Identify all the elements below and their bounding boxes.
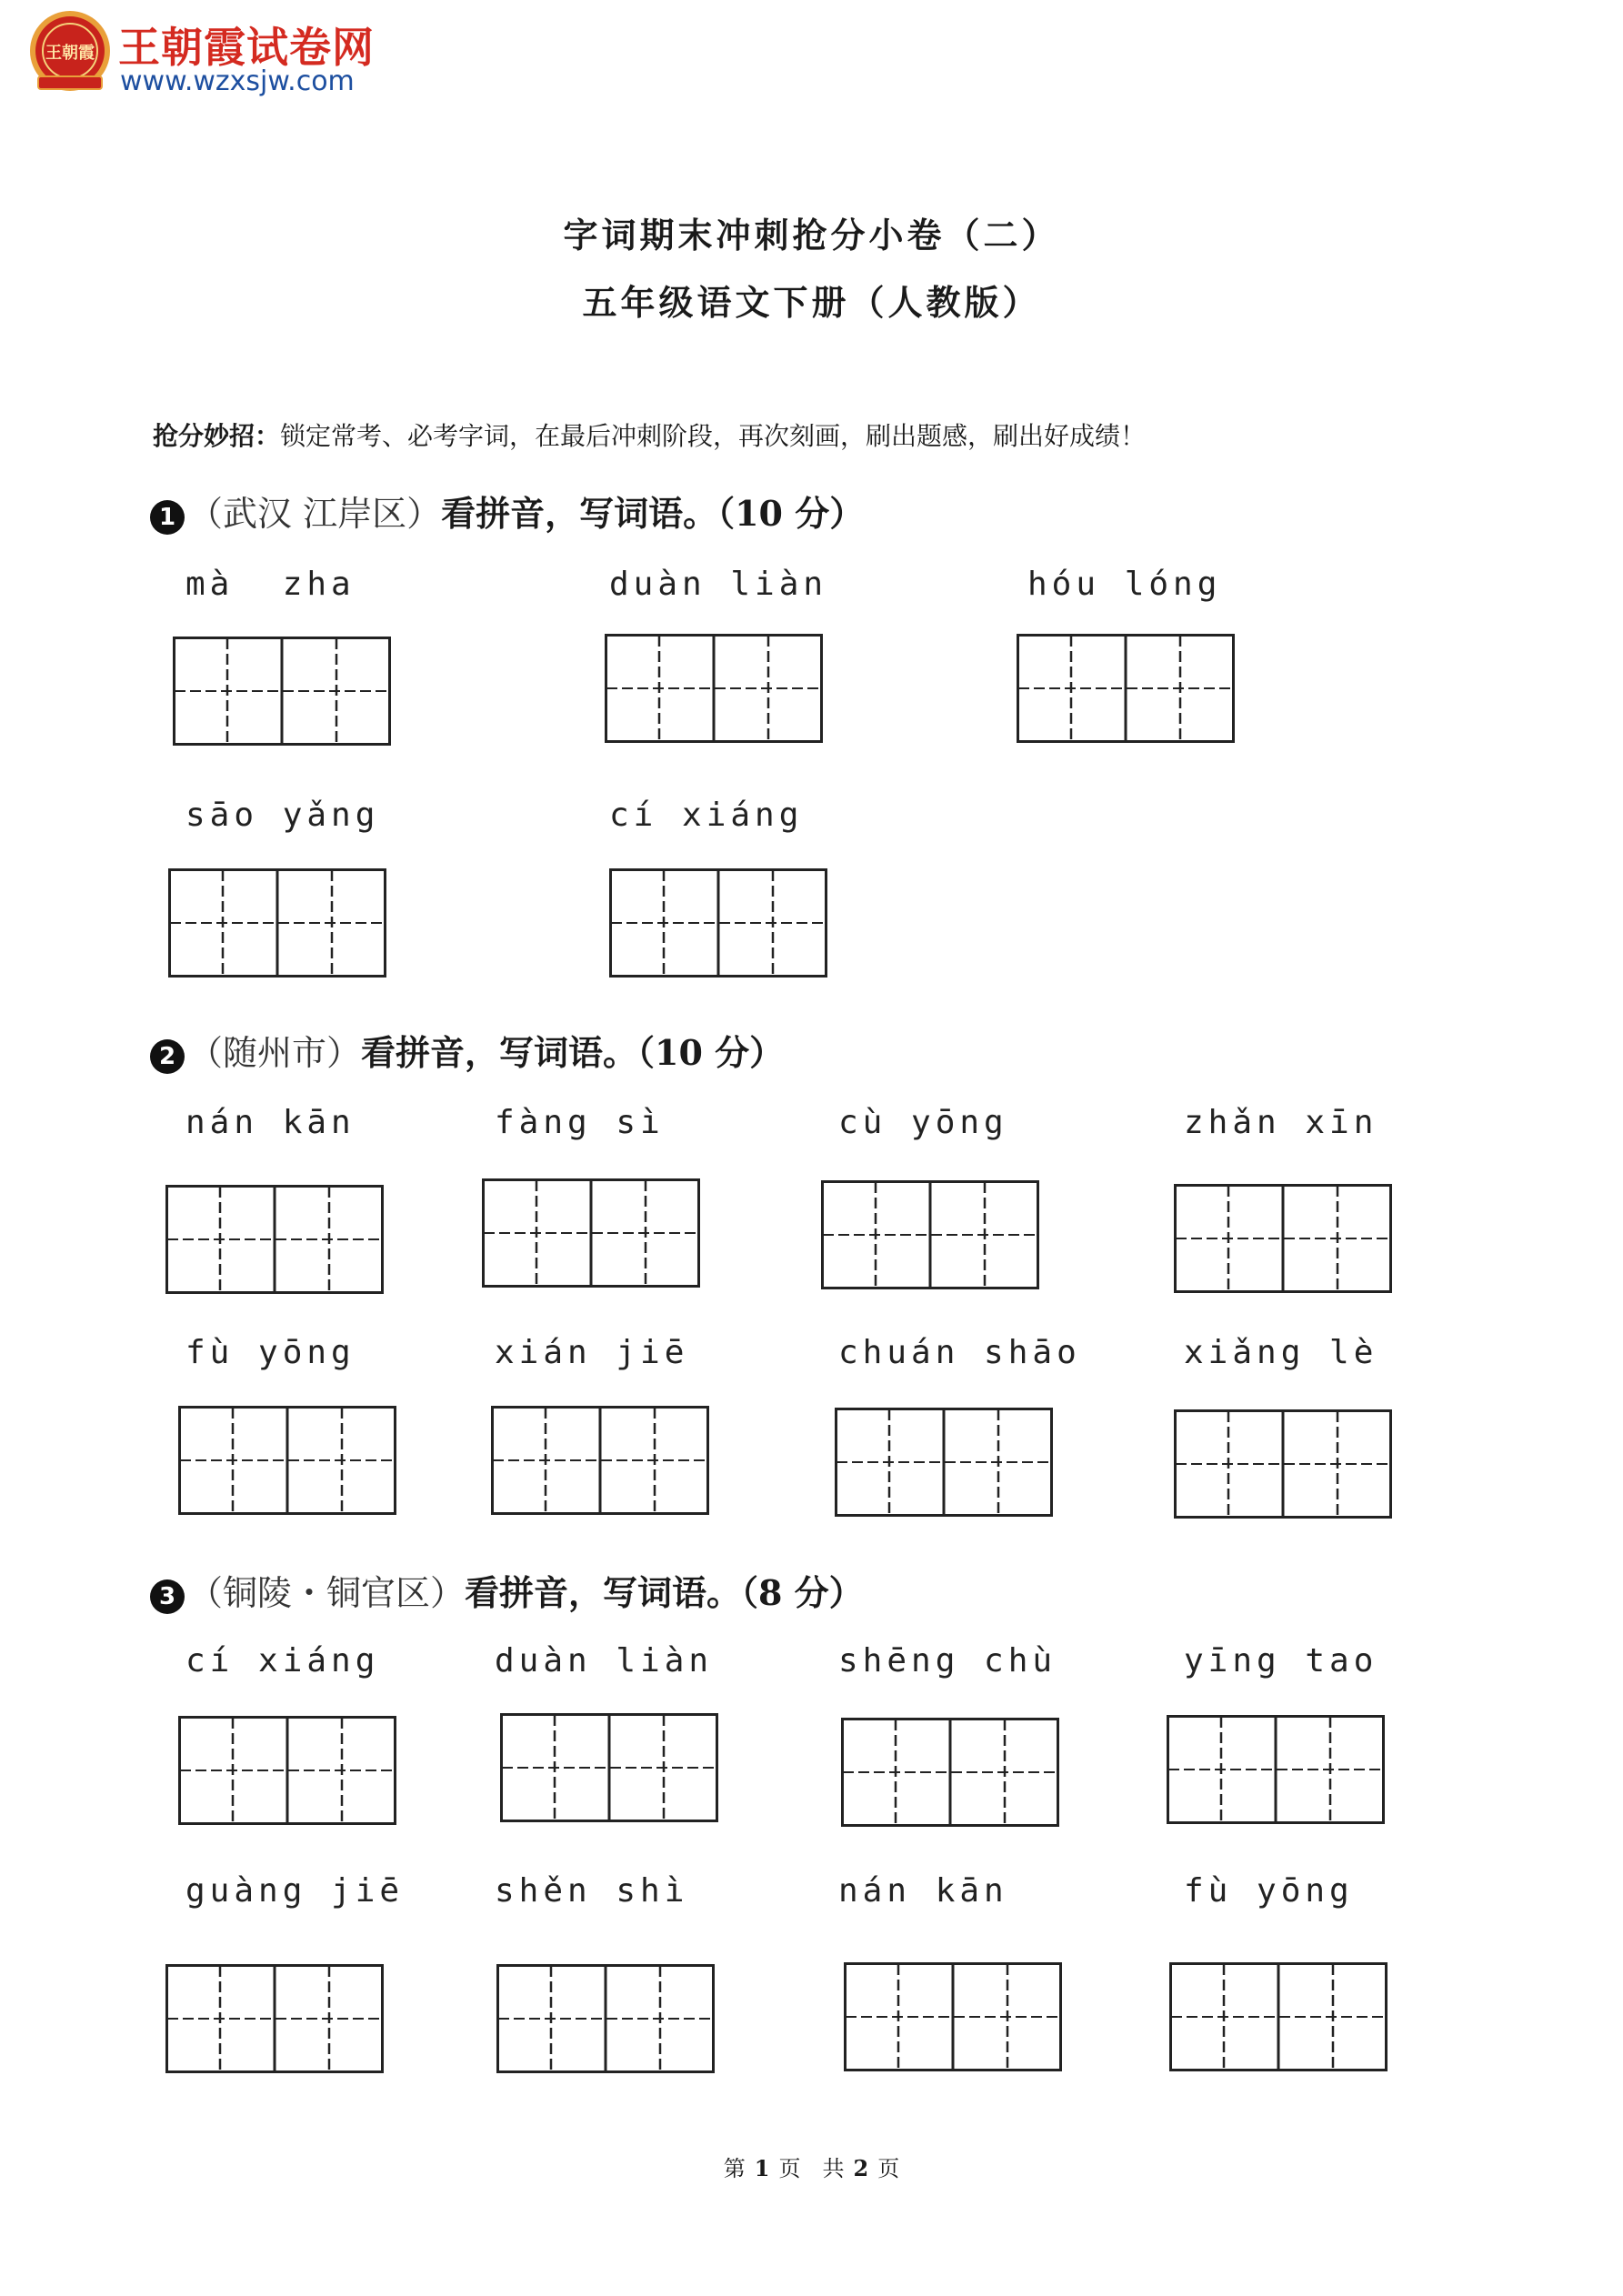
writing-grid[interactable] — [168, 868, 386, 978]
brand-name: 王朝霞试卷网 — [118, 23, 375, 72]
writing-grid[interactable] — [178, 1716, 396, 1825]
pinyin-prompt: nán kān — [838, 1872, 1008, 1910]
writing-grid[interactable] — [841, 1718, 1059, 1827]
pinyin-prompt: cù yōng — [838, 1104, 1008, 1141]
pinyin-prompt: yīng tao — [1184, 1642, 1378, 1679]
pinyin-prompt: chuán shāo — [838, 1334, 1081, 1371]
writing-grid[interactable] — [1174, 1184, 1392, 1293]
pinyin-prompt: fù yōng — [1184, 1872, 1354, 1910]
section-region: （武汉 江岸区） — [188, 494, 442, 534]
section-number-badge: 2 — [150, 1039, 185, 1074]
brand-url[interactable]: www.wzxsjw.com — [120, 65, 355, 97]
section-region: （铜陵・铜官区） — [188, 1573, 466, 1613]
pinyin-prompt: shěn shì — [495, 1872, 689, 1910]
writing-grid[interactable] — [165, 1964, 384, 2073]
section-number-badge: 3 — [150, 1579, 185, 1614]
writing-grid[interactable] — [1167, 1715, 1385, 1824]
footer-prefix: 第 — [723, 2156, 746, 2181]
total-pages: 2 — [853, 2155, 869, 2181]
footer-suffix: 页 — [877, 2156, 900, 2181]
pinyin-prompt: hóu lóng — [1027, 566, 1222, 603]
page-subtitle: 五年级语文下册（人教版） — [582, 282, 1041, 323]
section-2-heading — [150, 1025, 784, 1075]
pinyin-prompt: xián jiē — [495, 1334, 689, 1371]
pinyin-prompt: shēng chù — [838, 1642, 1057, 1679]
pinyin-prompt: fàng sì — [495, 1104, 665, 1141]
page-footer — [0, 2151, 1623, 2182]
section-number-badge: 1 — [150, 500, 185, 535]
section-1-heading — [150, 486, 864, 536]
section-task: 看拼音，写词语。（10 分） — [361, 1032, 785, 1073]
pinyin-prompt: zhǎn xīn — [1184, 1104, 1378, 1141]
svg-text:王朝霞: 王朝霞 — [45, 44, 95, 63]
pinyin-prompt: duàn liàn — [495, 1642, 714, 1679]
writing-grid[interactable] — [844, 1962, 1062, 2071]
tip-label: 抢分妙招： — [153, 421, 281, 451]
writing-grid[interactable] — [491, 1406, 709, 1515]
pinyin-prompt: fù yōng — [185, 1334, 356, 1371]
writing-grid[interactable] — [605, 634, 823, 743]
writing-grid[interactable] — [173, 637, 391, 746]
writing-grid[interactable] — [835, 1408, 1053, 1517]
section-task: 看拼音，写词语。（8 分） — [465, 1572, 864, 1613]
section-task: 看拼音，写词语。（10 分） — [441, 493, 865, 534]
pinyin-prompt: mà zha — [185, 566, 356, 603]
pinyin-prompt: duàn liàn — [609, 566, 828, 603]
pinyin-prompt: nán kān — [185, 1104, 356, 1141]
pinyin-prompt: cí xiáng — [185, 1642, 380, 1679]
writing-grid[interactable] — [1174, 1409, 1392, 1519]
footer-mid: 页 共 — [778, 2156, 845, 2181]
writing-grid[interactable] — [821, 1180, 1039, 1289]
writing-grid[interactable] — [496, 1964, 715, 2073]
writing-grid[interactable] — [1017, 634, 1235, 743]
current-page: 1 — [754, 2155, 770, 2181]
writing-grid[interactable] — [165, 1185, 384, 1294]
writing-grid[interactable] — [178, 1406, 396, 1515]
tip-text: 锁定常考、必考字词，在最后冲刺阶段，再次刻画，刷出题感，刷出好成绩！ — [280, 421, 1147, 451]
writing-grid[interactable] — [609, 868, 827, 978]
site-logo — [27, 9, 409, 100]
section-region: （随州市） — [188, 1033, 362, 1073]
writing-grid[interactable] — [500, 1713, 718, 1822]
section-3-heading — [150, 1565, 864, 1615]
writing-grid[interactable] — [1169, 1962, 1388, 2071]
pinyin-prompt: xiǎng lè — [1184, 1334, 1378, 1371]
writing-grid[interactable] — [482, 1178, 700, 1288]
tip-line — [153, 416, 1146, 453]
pinyin-prompt: guàng jiē — [185, 1872, 405, 1910]
pinyin-prompt: sāo yǎng — [185, 797, 380, 834]
pinyin-prompt: cí xiáng — [609, 797, 804, 834]
page-title: 字词期末冲刺抢分小卷（二） — [563, 215, 1060, 256]
seal-icon — [27, 9, 114, 95]
